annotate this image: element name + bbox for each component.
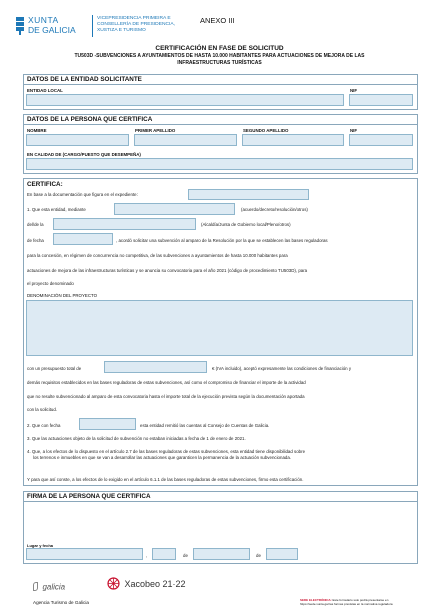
p4-text-a: 4. Que, a los efectos de lo dispuesto en el artículo 2.7 de las bases reguladoras de estas subvenciones, esta entidad tiene disponibilidad sobre bbox=[27, 449, 306, 454]
entity-nif-field[interactable] bbox=[349, 94, 413, 106]
department-name bbox=[97, 16, 175, 34]
xacobeo-shell-icon bbox=[107, 577, 120, 590]
first-surname-label: PRIMER APELLIDO bbox=[135, 128, 176, 133]
person-title-divider bbox=[23, 124, 418, 125]
xunta-logo bbox=[15, 15, 76, 37]
header-divider bbox=[92, 15, 93, 37]
document-title: CERTIFICACIÓN EN FASE DE SOLICITUD bbox=[155, 45, 284, 52]
p1-text-e: de fecha bbox=[27, 238, 44, 243]
p2-text-a: 2. Que con fecha bbox=[27, 423, 61, 428]
department-line2: CONSELLERÍA DE PRESIDENCIA, bbox=[97, 22, 176, 27]
document-subtitle-line1: TU503D -SUBVENCIONES A AYUNTAMIENTOS DE HASTA 10.000 HABITANTES PARA ACTUACIONES DE MEJORA DE LAS bbox=[74, 53, 365, 59]
de-label-1: de bbox=[183, 553, 188, 558]
accounts-date-field[interactable] bbox=[79, 418, 136, 430]
entity-nif-label: NIF bbox=[350, 88, 358, 93]
galicia-logo bbox=[33, 578, 65, 590]
position-label: EN CALIDAD DE (CARGO/PUESTO QUE DESEMPEÑA) bbox=[27, 152, 141, 157]
p4-text-b: los terrenos e inmuebles en que se van a desarrollar las actuaciones que garanticen la permanencia de la actuación subvencionada. bbox=[33, 455, 291, 460]
p1-text-m: que no resulte subvencionado al amparo de esta convocatoria hasta el importe total de la ejecución prevista según la documentación aportada bbox=[27, 394, 305, 399]
place-field[interactable] bbox=[26, 548, 143, 560]
de-label-2: de bbox=[256, 553, 261, 558]
entity-title-divider bbox=[23, 84, 418, 85]
year-field[interactable] bbox=[266, 548, 298, 560]
first-name-label: NOMBRE bbox=[27, 128, 47, 133]
person-section-title: DATOS DE LA PERSONA QUE CERTIFICA bbox=[27, 116, 153, 123]
p1-text-j: con un presupuesto total de bbox=[27, 366, 82, 371]
second-surname-field[interactable] bbox=[242, 134, 344, 146]
closing-text: Y para que así conste, a los efectos de lo exigido en el artículo 6.1.1 de las bases reguladoras de estas subvenciones, firmo esta certificación. bbox=[27, 477, 304, 482]
position-field[interactable] bbox=[26, 158, 413, 170]
local-entity-label: ENTIDAD LOCAL bbox=[27, 88, 63, 93]
xunta-shield-icon bbox=[15, 16, 25, 36]
agency-name: Agencia Turismo de Galicia bbox=[33, 600, 89, 605]
electronic-office-text1: Este formulario solo podrá presentarse en bbox=[332, 598, 389, 602]
xacobeo-logo bbox=[107, 575, 186, 589]
p1-text-g: para la concesión, en régimen de concurrencia no competitiva, de las subvenciones a ayuntamientos de hasta 10.000 habitantes para bbox=[27, 253, 288, 258]
expediente-field[interactable] bbox=[188, 189, 309, 200]
signature-section-title: FIRMA DE LA PERSONA QUE CERTIFICA bbox=[27, 493, 151, 500]
p1-text-l: demás requisitos establecidos en las bases reguladoras de estas subvenciones, así como el compromiso de financiar el importe de la actividad bbox=[27, 380, 306, 385]
p2-text-b: esta entidad remitió las cuentas al Consejo de Cuentas de Galicia. bbox=[140, 423, 270, 428]
comma-separator: , bbox=[146, 553, 148, 558]
p1-text-h: actuaciones de mejora de las infraestructuras turísticas y se anuncia su convocatoria para el año 2021 (código de procedimiento TU503D), para bbox=[27, 268, 308, 273]
first-surname-field[interactable] bbox=[134, 134, 237, 146]
person-nif-label: NIF bbox=[350, 128, 358, 133]
galicia-swirl-icon bbox=[33, 582, 38, 591]
document-subtitle-line2: INFRAESTRUCTURAS TURÍSTICAS bbox=[177, 60, 262, 66]
galicia-logo-text: galicia bbox=[42, 582, 66, 592]
logo-text-line2: DE GALICIA bbox=[28, 25, 76, 35]
p1-text-b: (acuerdo/decreto/resolución/otros) bbox=[241, 207, 308, 212]
budget-field[interactable] bbox=[104, 361, 207, 373]
annex-label: ANEXO III bbox=[200, 16, 235, 25]
p1-text-n: con la solicitud. bbox=[27, 407, 58, 412]
p1-text-k: € (IVA incluido), aceptó expresamente las condiciones de financiación y bbox=[212, 366, 352, 371]
entity-section-title: DATOS DE LA ENTIDAD SOLICITANTE bbox=[27, 76, 142, 83]
person-nif-field[interactable] bbox=[349, 134, 413, 146]
p1-text-c: del/de la bbox=[27, 222, 44, 227]
local-entity-field[interactable] bbox=[26, 94, 344, 106]
day-field[interactable] bbox=[152, 548, 176, 560]
p1-text-i: el proyecto denominado bbox=[27, 281, 74, 286]
electronic-office-label: SEDE ELECTRÓNICA: bbox=[300, 598, 332, 602]
place-date-label: Lugar y fecha bbox=[27, 543, 54, 548]
project-name-field[interactable] bbox=[26, 300, 413, 356]
p1-text-f: , acordó solicitar una subvención al amparo de la Resolución por la que se establecen las bases reguladoras bbox=[116, 238, 328, 243]
electronic-office-text2: https://sede.xunta.gal las formas previstas en la normativa reguladora bbox=[300, 602, 393, 606]
first-name-field[interactable] bbox=[26, 134, 129, 146]
signature-title-divider bbox=[23, 501, 418, 502]
electronic-office-note bbox=[300, 598, 416, 606]
logo-text-line1: XUNTA bbox=[28, 15, 59, 25]
agreement-type-field[interactable] bbox=[114, 203, 235, 215]
department-line3: XUSTIZA E TURISMO bbox=[97, 28, 146, 33]
p1-text-a: 1. Que esta entidad, mediante bbox=[27, 207, 86, 212]
department-line1: VICEPRESIDENCIA PRIMEIRA E bbox=[97, 16, 171, 21]
body-field[interactable] bbox=[53, 218, 196, 230]
p1-text-d: (Alcaldía/Junta de Gobierno local/Pleno/otros) bbox=[201, 222, 291, 227]
xacobeo-logo-text: Xacobeo 21·22 bbox=[124, 578, 186, 589]
project-name-label: DENOMINACIÓN DEL PROYECTO bbox=[27, 293, 98, 298]
certify-section-title: CERTIFICA: bbox=[27, 181, 63, 188]
month-field[interactable] bbox=[193, 548, 250, 560]
certify-intro: En base a la documentación que figura en el expediente: bbox=[27, 192, 138, 197]
p3-text: 3. Que las actuaciones objeto de la solicitud de subvención no estaban iniciadas a fecha de 1 de enero de 2021. bbox=[27, 436, 246, 441]
second-surname-label: SEGUNDO APELLIDO bbox=[243, 128, 289, 133]
agreement-date-field[interactable] bbox=[53, 233, 113, 245]
